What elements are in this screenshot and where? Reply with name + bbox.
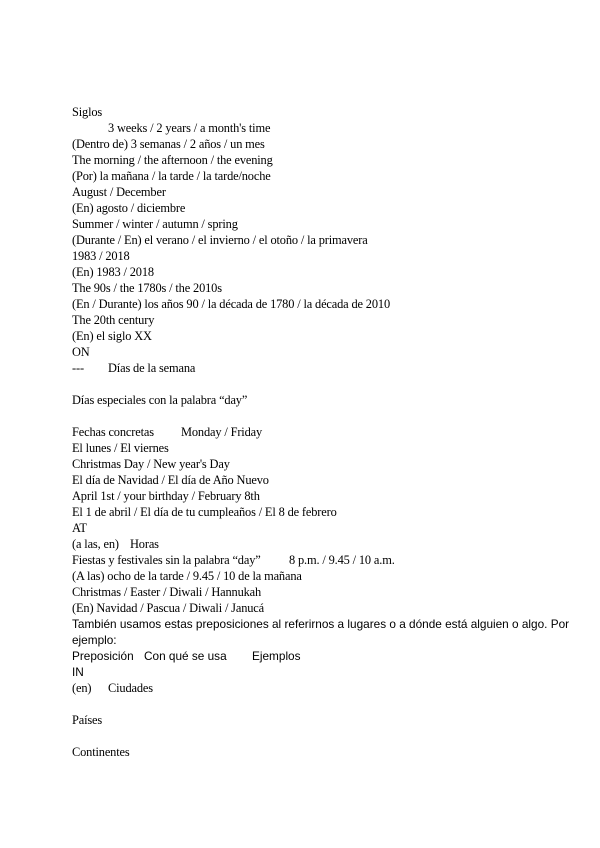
text-line: 3 weeks / 2 years / a month's time: [108, 121, 271, 135]
cell-text: Monday / Friday: [181, 425, 263, 439]
text-line: 1983 / 2018: [72, 249, 130, 263]
cell-text: (en): [72, 681, 92, 695]
paragraph-line: También usamos estas preposiciones al referirnos a lugares o a dónde está alguien o algo. Por: [72, 617, 570, 631]
cell-text: Fechas concretas: [72, 425, 154, 439]
text-line: (Por) la mañana / la tarde / la tarde/noche: [72, 169, 271, 183]
cell-text: 8 p.m. / 9.45 / 10 a.m.: [289, 553, 395, 567]
text-line: El día de Navidad / El día de Año Nuevo: [72, 473, 269, 487]
text-line: (Dentro de) 3 semanas / 2 años / un mes: [72, 137, 265, 151]
text-line: (Durante / En) el verano / el invierno / el otoño / la primavera: [72, 233, 368, 247]
text-line: (En) agosto / diciembre: [72, 201, 186, 215]
column-header-preposition: Preposición: [72, 649, 134, 663]
text-line: The morning / the afternoon / the evening: [72, 153, 273, 167]
table-row: Continentes: [72, 745, 130, 759]
text-line: (En) el siglo XX: [72, 329, 152, 343]
section-heading-at: AT: [72, 521, 87, 535]
column-header-examples: Ejemplos: [252, 649, 301, 663]
text-line: Christmas Day / New year's Day: [72, 457, 230, 471]
text-line: The 20th century: [72, 313, 155, 327]
text-line: El 1 de abril / El día de tu cumpleaños / El 8 de febrero: [72, 505, 337, 519]
table-row: Países: [72, 713, 103, 727]
text-line: April 1st / your birthday / February 8th: [72, 489, 260, 503]
text-line: Summer / winter / autumn / spring: [72, 217, 238, 231]
cell-text: Días de la semana: [108, 361, 196, 375]
text-line: The 90s / the 1780s / the 2010s: [72, 281, 222, 295]
paragraph-line: ejemplo:: [72, 633, 117, 647]
text-line: (En) 1983 / 2018: [72, 265, 154, 279]
text-line: El lunes / El viernes: [72, 441, 169, 455]
cell-text: (a las, en): [72, 537, 119, 551]
text-line: Siglos: [72, 105, 103, 119]
cell-text: Horas: [130, 537, 159, 551]
text-line: (A las) ocho de la tarde / 9.45 / 10 de la mañana: [72, 569, 302, 583]
section-heading-on: ON: [72, 345, 90, 359]
text-line: Christmas / Easter / Diwali / Hannukah: [72, 585, 262, 599]
column-header-usage: Con qué se usa: [144, 649, 227, 663]
text-line: August / December: [72, 185, 166, 199]
text-line: (En) Navidad / Pascua / Diwali / Janucá: [72, 601, 264, 615]
cell-text: Ciudades: [108, 681, 153, 695]
text-line: (En / Durante) los años 90 / la década de 1780 / la década de 2010: [72, 297, 390, 311]
section-heading-in: IN: [72, 665, 84, 679]
text-line: Días especiales con la palabra “day”: [72, 393, 248, 407]
cell-text: ---: [72, 361, 84, 375]
cell-text: Fiestas y festivales sin la palabra “day”: [72, 553, 261, 567]
